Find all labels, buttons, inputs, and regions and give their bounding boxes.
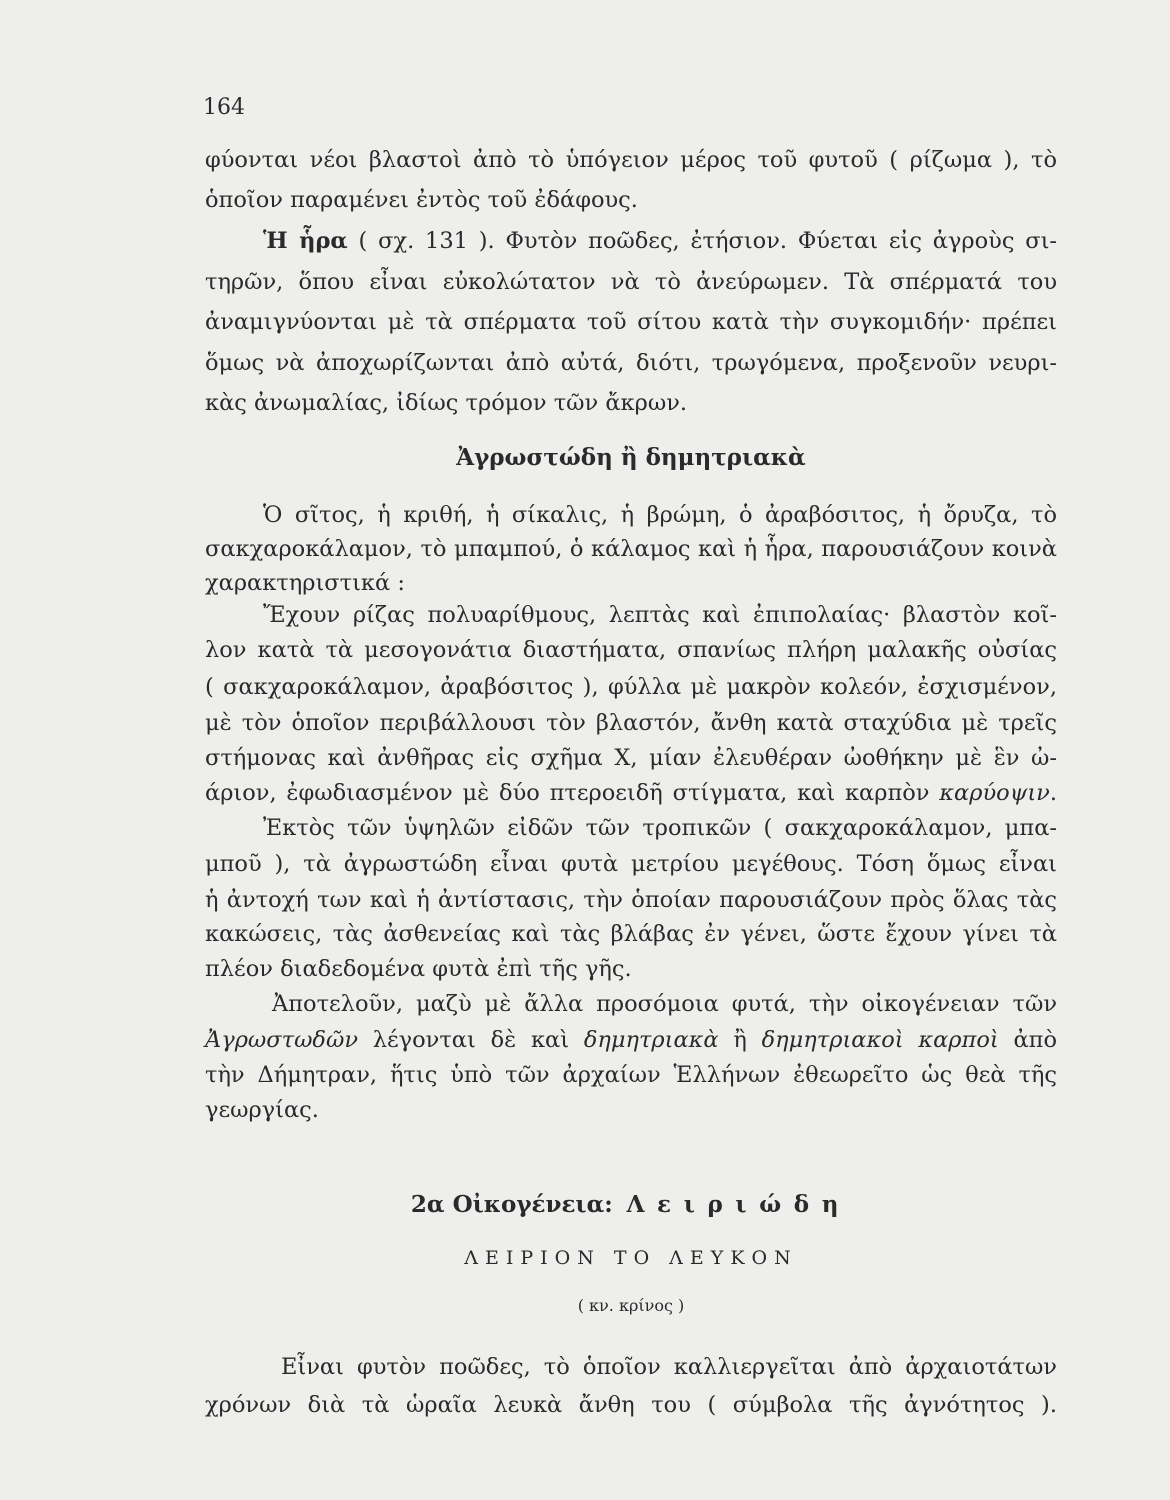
term-hera: Ἡ ἧρα	[263, 228, 348, 254]
term-caryopsis: καρύοψιν	[939, 780, 1050, 806]
term-dimitriakoi-karpoi: δημητριακοὶ καρποὶ	[761, 1027, 999, 1053]
text-line: Ὁ σῖτος, ἡ κριθή, ἡ σίκαλις, ἡ βρώμη, ὁ ἀραβόσιτος, ἡ ὄρυζα, τὸ	[263, 502, 1057, 528]
text-line: κακώσεις, τὰς ἀσθενείας καὶ τὰς βλάβας ἐν γένει, ὥστε ἔχουν γίνει τὰ	[205, 921, 1057, 947]
text-line: Ἀποτελοῦν, μαζὺ μὲ ἄλλα προσόμοια φυτά, τὴν οἰκογένειαν τῶν	[272, 991, 1057, 1017]
text-line: στήμονας καὶ ἀνθῆρας εἰς σχῆμα Χ, μίαν ἐλευθέραν ὠοθήκην μὲ ἓν ὠ-	[205, 745, 1057, 771]
species-title: ΛΕΙΡΙΟΝ ΤΟ ΛΕΥΚΟΝ	[464, 1247, 798, 1269]
text-line: Ἐκτὸς τῶν ὑψηλῶν εἰδῶν τῶν τροπικῶν ( σακχαροκάλαμον, μπα-	[263, 815, 1057, 841]
common-name: ( κν. κρίνος )	[577, 1296, 685, 1315]
text-line: πλέον διαδεδομένα φυτὰ ἐπὶ τῆς γῆς.	[205, 956, 632, 982]
section-heading-grasses: Ἀγρωστώδη ἢ δημητριακὰ	[456, 444, 806, 471]
term-agrostodon: Ἀγρωστωδῶν	[205, 1027, 358, 1053]
text-line: ( σακχαροκάλαμον, ἀραβόσιτος ), φύλλα μὲ μακρὸν κολεόν, ἐσχισμένον,	[205, 674, 1057, 700]
text-line: χαρακτηριστικά :	[205, 570, 405, 596]
text-line	[205, 1022, 1057, 1058]
text-line: μὲ τὸν ὁποῖον περιβάλλουσι τὸν βλαστόν, ἄνθη κατὰ σταχύδια μὲ τρεῖς	[205, 710, 1057, 736]
text-run: .	[1049, 780, 1057, 806]
text-line: ὅμως νὰ ἀποχωρίζωνται ἀπὸ αὐτά, διότι, τρωγόμενα, προξενοῦν νευρι-	[205, 350, 1057, 376]
page-number: 164	[203, 95, 245, 120]
text-line: τηρῶν, ὅπου εἶναι εὐκολώτατον νὰ τὸ ἀνεύρωμεν. Τὰ σπέρματά του	[205, 269, 1057, 295]
text-line: Ἔχουν ρίζας πολυαρίθμους, λεπτὰς καὶ ἐπιπολαίας· βλαστὸν κοῖ-	[263, 602, 1057, 628]
text-line: χρόνων διὰ τὰ ὡραῖα λευκὰ ἄνθη του ( σύμβολα τῆς ἀγνότητος ).	[205, 1392, 1057, 1418]
text-line	[205, 775, 1057, 811]
text-run: άριον, ἐφωδιασμένον μὲ δύο πτεροειδῆ στίγματα, καὶ καρπὸν	[205, 780, 940, 806]
text-line: ἀναμιγνύονται μὲ τὰ σπέρματα τοῦ σίτου κατὰ τὴν συγκομιδήν· πρέπει	[205, 309, 1057, 335]
text-line: λον κατὰ τὰ μεσογονάτια διαστήματα, σπανίως πλήρη μαλακῆς οὐσίας	[205, 637, 1057, 663]
text-run: ἀπὸ	[998, 1027, 1057, 1053]
text-line: σακχαροκάλαμον, τὸ μπαμπού, ὁ κάλαμος καὶ ἡ ἧρα, παρουσιάζουν κοινὰ	[205, 536, 1057, 562]
text-line: ὁποῖον παραμένει ἐντὸς τοῦ ἐδάφους.	[205, 187, 638, 213]
term-dimitriaka: δημητριακὰ	[583, 1027, 719, 1053]
family-name: Λειριώδη	[626, 1191, 852, 1218]
text-line: τὴν Δήμητραν, ἥτις ὑπὸ τῶν ἀρχαίων Ἑλλήνων ἐθεωρεῖτο ὡς θεὰ τῆς	[205, 1062, 1057, 1088]
text-run: ( σχ. 131 ). Φυτὸν ποῶδες, ἐτήσιον. Φύεται εἰς ἀγροὺς σι-	[347, 228, 1058, 254]
text-run: ἢ	[718, 1027, 762, 1053]
text-line: Εἶναι φυτὸν ποῶδες, τὸ ὁποῖον καλλιεργεῖται ἀπὸ ἀρχαιοτάτων	[281, 1354, 1057, 1380]
text-line: μποῦ ), τὰ ἀγρωστώδη εἶναι φυτὰ μετρίου μεγέθους. Τόση ὅμως εἶναι	[205, 851, 1057, 877]
text-line	[263, 223, 1057, 259]
family-label: 2α Οἰκογένεια:	[410, 1191, 613, 1218]
text-line: κὰς ἀνωμαλίας, ἰδίως τρόμον τῶν ἄκρων.	[205, 390, 688, 416]
text-run: λέγονται δὲ καὶ	[358, 1027, 584, 1053]
text-line: ἡ ἀντοχή των καὶ ἡ ἀντίστασις, τὴν ὁποίαν παρουσιάζουν πρὸς ὅλας τὰς	[205, 887, 1057, 913]
text-line: φύονται νέοι βλαστοὶ ἀπὸ τὸ ὑπόγειον μέρος τοῦ φυτοῦ ( ρίζωμα ), τὸ	[205, 147, 1057, 173]
text-line: γεωργίας.	[205, 1097, 319, 1123]
